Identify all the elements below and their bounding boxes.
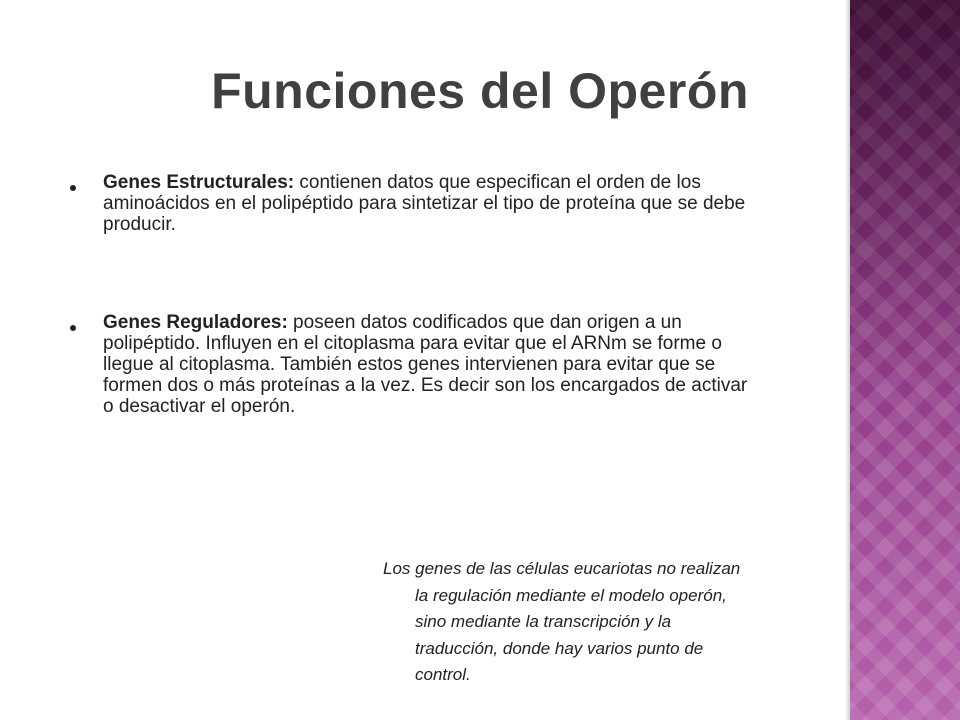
bullet-heading: Genes Reguladores: xyxy=(103,312,288,333)
slide-title-text: Funciones del Operón xyxy=(211,63,749,119)
bullet-item-reguladores xyxy=(70,312,760,417)
bullet-list xyxy=(70,172,760,417)
bullet-item-estructurales xyxy=(70,172,760,235)
bullet-dot-icon xyxy=(70,185,76,191)
note-line: traducción, donde hay varios punto de xyxy=(415,638,704,658)
note-line: la regulación mediante el modelo operón, xyxy=(415,585,727,605)
note-line: Los genes de las células eucariotas no realizan xyxy=(383,559,741,578)
note-line: sino mediante la transcripción y la xyxy=(415,612,672,631)
bullet-heading: Genes Estructurales: xyxy=(103,172,295,193)
slide-title xyxy=(0,62,960,120)
bullet-text: poseen datos codificados que dan origen a un polipéptido. Influyen en el citoplasma para evitar que el ARNm se forme o llegue al citoplasma. También estos genes intervienen para evitar que se formen dos o más proteínas a la vez. Es decir son los encargados de activar o desactivar el operón. xyxy=(103,312,748,417)
bullet-text: contienen datos que especifican el orden de los aminoácidos en el polipéptido para sintetizar el tipo de proteína que se debe producir. xyxy=(103,172,746,235)
eukaryote-note xyxy=(383,556,843,689)
note-line: control. xyxy=(415,665,471,684)
bullet-dot-icon xyxy=(70,325,76,331)
